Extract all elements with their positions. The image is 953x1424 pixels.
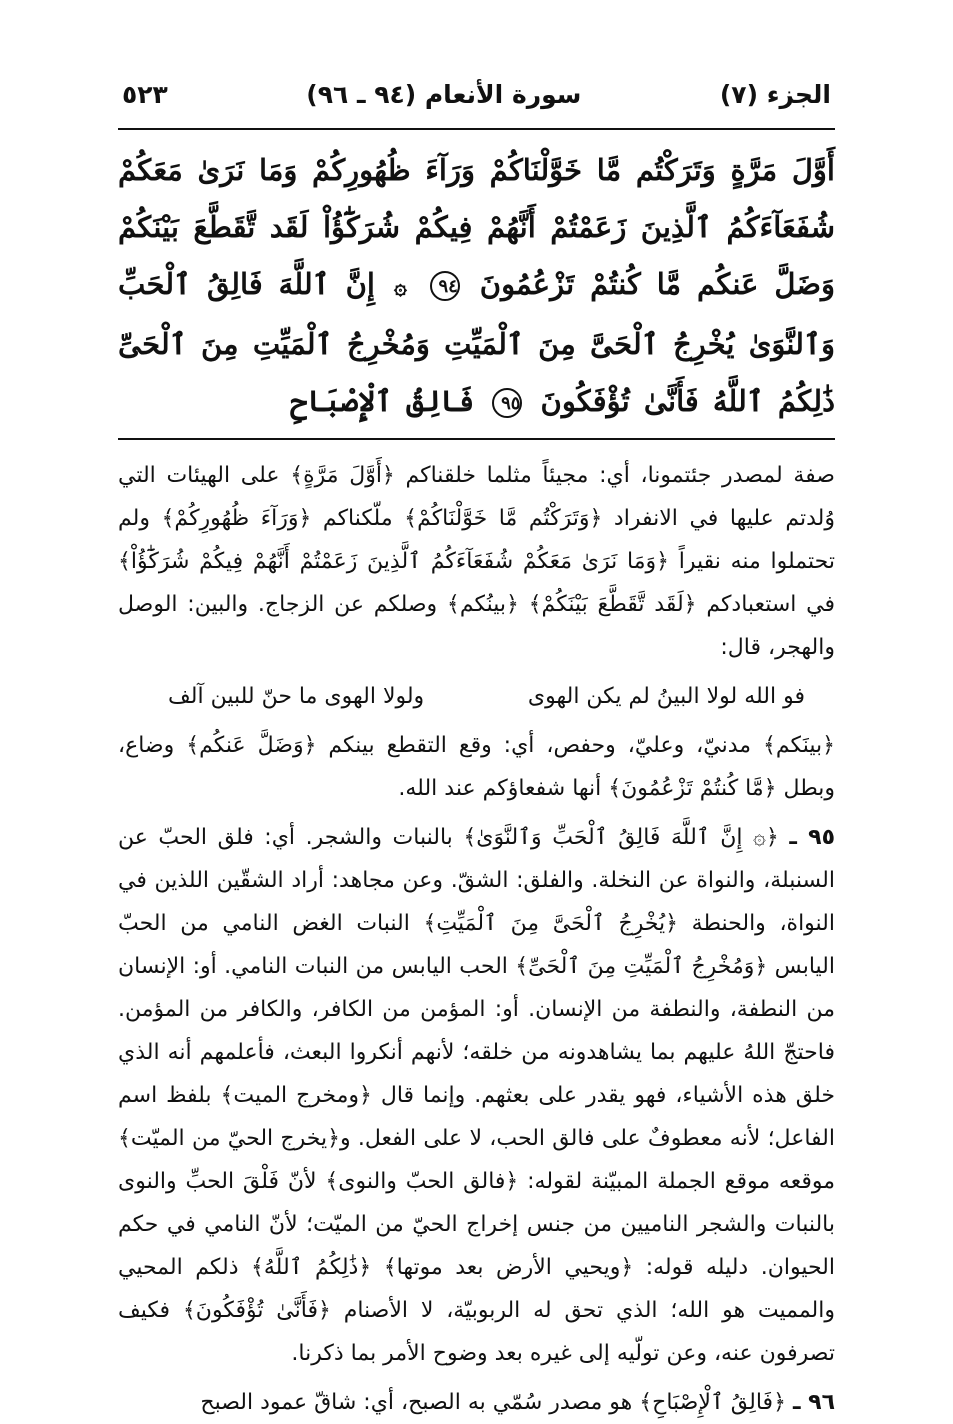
commentary-block [118,454,835,1424]
page-number: ٥٢٣ [122,80,168,109]
quran-passage-1: أَوَّلَ مَرَّةٍ وَتَرَكْتُم مَّا خَوَّلْنَاكُمْ وَرَآءَ ظُهُورِكُمْ وَمَا نَرَىٰ مَعَكُمْ شُفَعَآءَكُمُ ٱلَّذِينَ زَعَمْتُمْ أَنَّهُمْ فِيكُمْ شُرَكَٰٓؤُاْ لَقَد تَّقَطَّعَ بَيْنَكُمْ وَضَلَّ عَنكُم مَّا كُنتُمْ تَزْعُمُونَ [118,153,835,301]
verse-number: ٩٥ ـ [789,825,835,850]
commentary-text: ﴿۞ إِنَّ ٱللَّهَ فَالِقُ ٱلْحَبِّ وَٱلنَّوَىٰ﴾ بالنبات والشجر. أي: فلق الحبّ عن السنبلة، والنواة عن النخلة. والفلق: الشقّ. وعن مجاهد: أراد الشقّين اللذين في النواة، والحنطة ﴿يُخْرِجُ ٱلْحَىَّ مِنَ ٱلْمَيِّتِ﴾ النبات الغض النامي من الحبّ اليابس ﴿وَمُخْرِجُ ٱلْمَيِّتِ مِنَ ٱلْحَىِّ﴾ الحب اليابس من النبات النامي. أو: الإنسان من النطفة، والنطفة من الإنسان. أو: المؤمن من الكافر، والكافر من المؤمن. فاحتجّ اللهُ عليهم بما يشاهدونه من خلقه؛ لأنهم أنكروا البعث، فأعلمهم أنه الذي خلق هذه الأشياء، فهو يقدر على بعثهم. وإنما قال ﴿ومخرج الميت﴾ بلفظ اسم الفاعل؛ لأنه معطوفٌ على فالق الحب، لا على الفعل. و﴿يخرج الحيّ من الميّت﴾ موقعه موقع الجملة المبيّنة لقوله: ﴿فالق الحبّ والنوى﴾ لأنّ فَلْقَ الحبِّ والنوى بالنبات والشجر الناميين من جنس إخراج الحيّ من الميّت؛ لأنّ النامي في حكم الحيوان. دليله قوله: ﴿ويحيي الأرض بعد موتها﴾ ﴿ذَٰلِكُمُ ٱللَّهُ﴾ ذلكم المحيي والمميت هو الله؛ الذي تحق له الربوبيّة، لا الأصنام ﴿فَأَنَّىٰ تُؤْفَكُونَ﴾ فكيف تصرفون عنه، وعن تولّيه إلى غيره بعد وضوح الأمر بما ذكرنا. [118,825,835,1366]
surah-title: سورة الأنعام (٩٤ ـ ٩٦) [306,80,582,109]
verse-first-hemistich: فو الله لولا البينُ لم يكن الهوى [527,684,805,709]
commentary-text: ﴿فَالِقُ ٱلْإِصْبَاحِ﴾ هو مصدر سُمّي به الصبح، أي: شاقّ عمود الصبح [200,1390,786,1415]
ayah-number-marker: ٩٥ [492,388,522,418]
commentary-paragraph: صفة لمصدر جئتمونا، أي: مجيئاً مثلما خلقناكم ﴿أَوَّلَ مَرَّةٍ﴾ على الهيئات التي وُلدتم عليها في الانفراد ﴿وَتَرَكْتُم مَّا خَوَّلْنَاكُمْ﴾ ملّكناكم ﴿وَرَآءَ ظُهُورِكُمْ﴾ ولم تحتملوا منه نقيراً ﴿وَمَا نَرَىٰ مَعَكُمْ شُفَعَآءَكُمُ ٱلَّذِينَ زَعَمْتُمْ أَنَّهُمْ فِيكُمْ شُرَكَٰٓؤُاْ﴾ في استعبادكم ﴿لَقَد تَّقَطَّعَ بَيْنَكُمْ﴾ ﴿بينُكم﴾ وصلكم عن الزجاج. والبين: الوصل والهجر، قال: [118,463,835,660]
quran-divider [118,438,835,440]
quran-passage-2: إِنَّ ٱللَّهَ فَالِقُ ٱلْحَبِّ وَٱلنَّوَىٰ يُخْرِجُ ٱلْحَىَّ مِنَ ٱلْمَيِّتِ وَمُخْرِجُ ٱلْمَيِّتِ مِنَ ٱلْحَىِّ ذَٰلِكُمُ ٱللَّهُ فَأَنَّىٰ تُؤْفَكُونَ [118,267,835,418]
juz-label: الجزء (٧) [719,80,831,109]
verse-second-hemistich: ولولا الهوى ما حنّ للبين آلف [168,684,425,709]
verse-number: ٩٦ ـ [792,1390,835,1415]
poetry-verse [118,675,835,718]
ayah-number-marker: ٩٤ [430,271,460,301]
commentary-paragraph: ﴿بينَكم﴾ مدنيّ، وعليّ، وحفص، أي: وقع التقطع بينكم ﴿وَضَلَّ عَنكُم﴾ وضاع، وبطل ﴿مَّا كُنتُمْ تَزْعُمُونَ﴾ أنها شفعاؤكم عند الله. [118,733,835,801]
commentary-paragraph-96 [118,1381,835,1424]
header-divider [118,128,835,130]
quran-text-block [118,142,835,430]
commentary-paragraph-95 [118,816,835,1375]
hizb-marker-icon: ۞ [393,274,407,300]
page-header [118,80,835,128]
quran-passage-3: فَالِقُ ٱلْإِصْبَاحِ [290,384,475,418]
